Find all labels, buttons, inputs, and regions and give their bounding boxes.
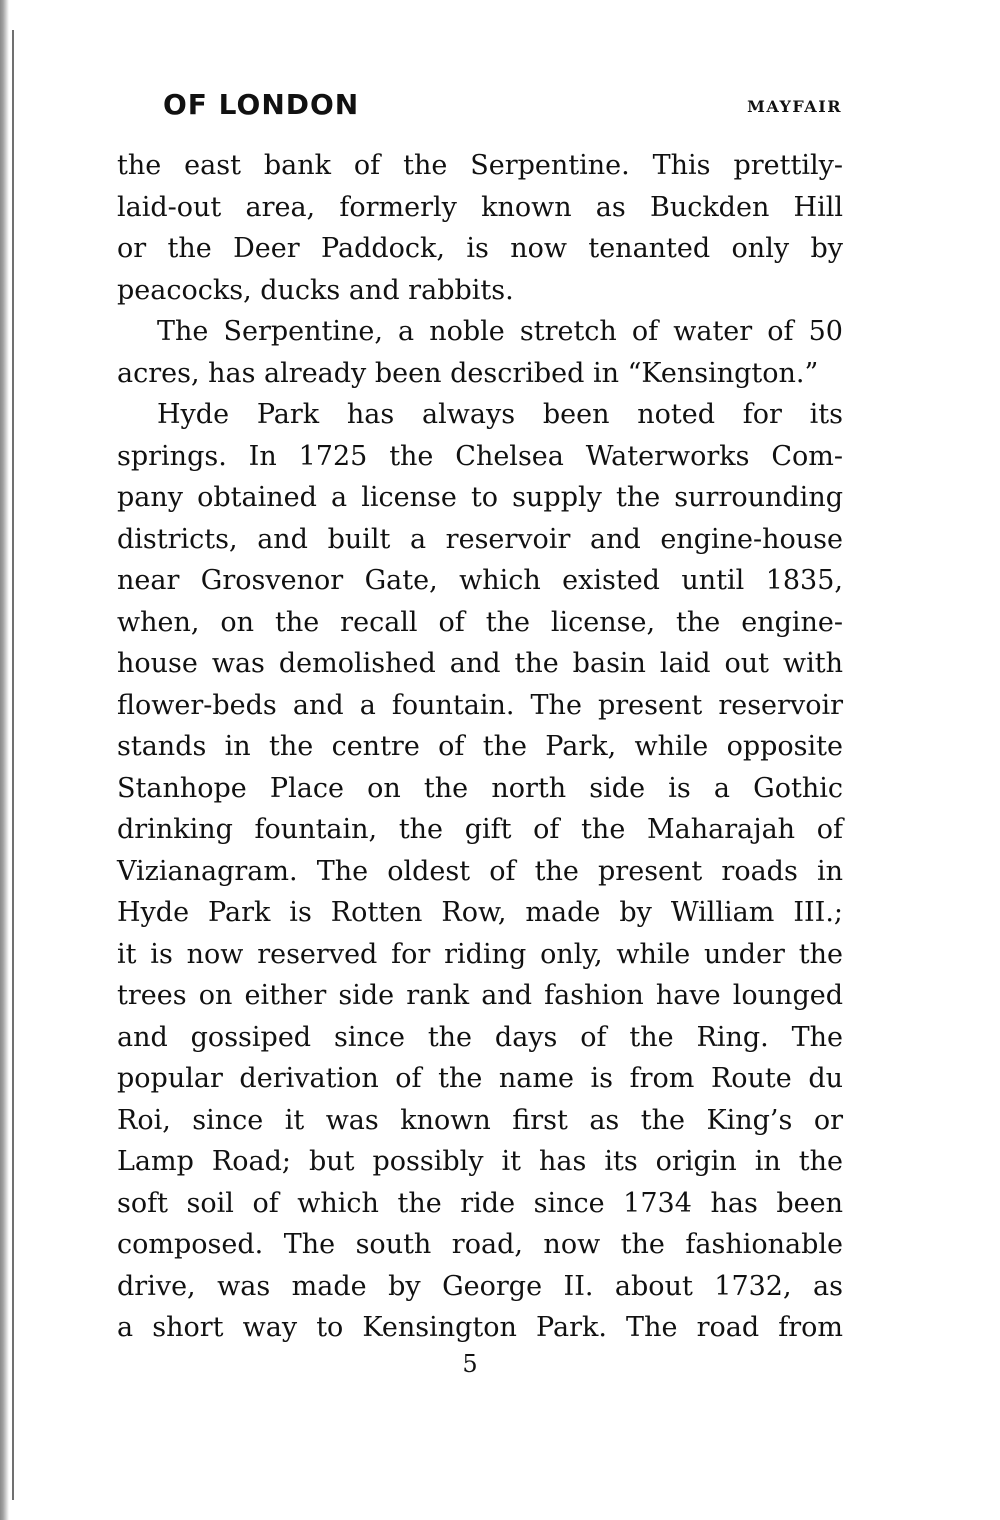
text-line: acres, has already been described in “Kensington.” (117, 357, 819, 389)
body-text (117, 145, 843, 1349)
text-line: it is now reserved for riding only, while under the (117, 938, 843, 970)
page-binding-line (12, 30, 14, 1500)
text-line: laid-out area, formerly known as Buckden Hill (117, 191, 843, 223)
text-line: stands in the centre of the Park, while opposite (117, 731, 843, 762)
text-line: Hyde Park has always been noted for its (157, 399, 843, 430)
text-line: Vizianagram. The oldest of the present roads in (117, 855, 843, 887)
text-line: soft soil of which the ride since 1734 has been (117, 1187, 843, 1219)
running-title: OF LONDON (163, 88, 360, 121)
text-line: the east bank of the Serpentine. This prettily- (117, 150, 843, 181)
text-line: house was demolished and the basin laid out with (117, 648, 843, 679)
text-line: Lamp Road; but possibly it has its origin in the (117, 1146, 843, 1177)
text-line: when, on the recall of the license, the engine- (117, 606, 843, 638)
text-line: a short way to Kensington Park. The road from (117, 1312, 843, 1343)
section-title: MAYFAIR (747, 97, 842, 116)
page-number: 5 (462, 1350, 478, 1378)
text-line: and gossiped since the days of the Ring. The (117, 1021, 843, 1053)
text-line: The Serpentine, a noble stretch of water of 50 (157, 316, 843, 347)
text-line: springs. In 1725 the Chelsea Waterworks Com- (117, 440, 843, 472)
text-line: trees on either side rank and fashion have lounged (117, 980, 843, 1011)
page-binding-edge (0, 0, 12, 1520)
text-line: or the Deer Paddock, is now tenanted only by (117, 233, 843, 264)
text-line: Stanhope Place on the north side is a Gothic (117, 772, 843, 804)
text-line: flower-beds and a fountain. The present reservoir (117, 689, 843, 721)
text-line: popular derivation of the name is from Route du (117, 1063, 843, 1094)
text-line: near Grosvenor Gate, which existed until 1835, (117, 565, 843, 596)
text-line: pany obtained a license to supply the surrounding (117, 482, 843, 513)
text-line: districts, and built a reservoir and engine-house (117, 523, 843, 555)
text-line: drinking fountain, the gift of the Maharajah of (117, 814, 843, 845)
page-header (163, 88, 842, 128)
text-line: Roi, since it was known first as the King’s or (117, 1104, 843, 1136)
text-line: peacocks, ducks and rabbits. (117, 274, 514, 306)
text-line: drive, was made by George II. about 1732, as (117, 1270, 843, 1302)
text-line: composed. The south road, now the fashionable (117, 1229, 843, 1260)
text-line: Hyde Park is Rotten Row, made by William III.; (117, 897, 843, 928)
